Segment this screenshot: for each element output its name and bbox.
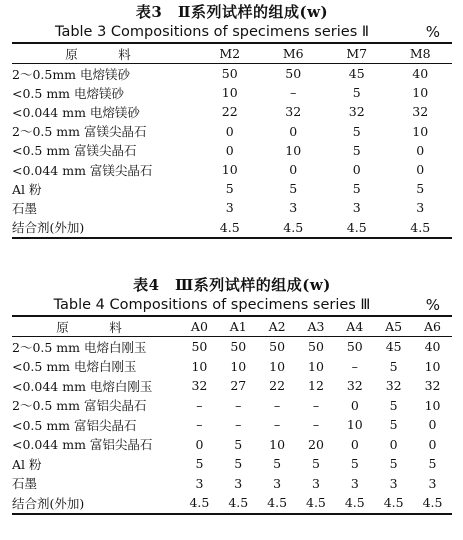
value-cell: 32	[385, 378, 402, 394]
value-cell: 3	[234, 475, 243, 491]
value-cell: 32	[191, 378, 208, 394]
value-cell: 4.5	[219, 219, 240, 235]
table-3-col-header: M7	[346, 46, 368, 61]
table-row	[12, 415, 452, 435]
value-cell: 27	[230, 378, 247, 394]
value-cell: –	[235, 397, 242, 413]
value-cell: 0	[389, 436, 398, 452]
value-cell: 4.5	[228, 495, 249, 511]
value-cell: 0	[350, 397, 359, 413]
material-name-cell: 石墨	[12, 476, 38, 492]
value-cell: 5	[389, 358, 398, 374]
table-row	[12, 454, 452, 474]
value-cell: 10	[412, 123, 429, 139]
value-cell: 22	[221, 104, 238, 120]
value-cell: 4.5	[189, 495, 210, 511]
value-cell: –	[312, 417, 320, 433]
value-cell: 5	[428, 456, 437, 472]
value-cell: 4.5	[410, 219, 431, 235]
value-cell: 4.5	[267, 495, 288, 511]
material-name-cell: <0.044 mm 富镁尖晶石	[12, 162, 153, 178]
value-cell: 0	[416, 142, 425, 158]
value-cell: 10	[285, 142, 302, 158]
table-row	[12, 435, 452, 455]
material-name-cell: <0.5 mm 富镁尖晶石	[12, 143, 137, 159]
value-cell: 50	[308, 339, 324, 355]
table-row	[12, 179, 452, 198]
value-cell: 50	[221, 66, 238, 82]
table-row	[12, 198, 452, 217]
value-cell: 4.5	[283, 219, 304, 235]
material-name-cell: 2～0.5 mm 电熔白刚玉	[12, 339, 147, 355]
value-cell: 10	[346, 417, 363, 433]
table-row	[12, 493, 452, 514]
material-name-cell: <0.5 mm 富铝尖晶石	[12, 417, 137, 433]
value-cell: 5	[289, 181, 298, 197]
table-row	[12, 376, 452, 396]
value-cell: –	[351, 358, 358, 374]
value-cell: 0	[428, 417, 437, 433]
value-cell: 50	[346, 339, 363, 355]
value-cell: 5	[234, 456, 243, 472]
value-cell: 10	[412, 85, 429, 101]
table-3-col-header: M8	[409, 46, 431, 61]
value-cell: 10	[191, 358, 208, 374]
value-cell: 45	[385, 339, 402, 355]
value-cell: 3	[428, 475, 437, 491]
value-cell: 0	[350, 436, 359, 452]
value-cell: 10	[308, 358, 324, 374]
table-row	[12, 337, 452, 357]
value-cell: –	[235, 417, 242, 433]
table-3	[12, 42, 452, 239]
table-4	[12, 315, 452, 515]
table-row	[12, 102, 452, 121]
value-cell: 3	[195, 475, 204, 491]
table-4-unit: %	[425, 296, 440, 314]
table-4-body	[12, 337, 452, 514]
table-4-col-header: A5	[385, 319, 403, 334]
material-name-cell: 石墨	[12, 200, 38, 216]
value-cell: 0	[428, 436, 437, 452]
value-cell: 5	[416, 181, 425, 197]
value-cell: 0	[225, 123, 234, 139]
value-cell: 20	[308, 436, 324, 452]
value-cell: 10	[221, 85, 238, 101]
value-cell: 0	[416, 162, 425, 178]
material-name-cell: <0.5 mm 电熔镁砂	[12, 85, 125, 101]
value-cell: 3	[289, 200, 298, 216]
value-cell: 0	[352, 162, 361, 178]
value-cell: 3	[389, 475, 398, 491]
table-row	[12, 160, 452, 179]
value-cell: –	[273, 397, 281, 413]
value-cell: 5	[352, 142, 361, 158]
table-3-header-name: 原 料	[65, 46, 145, 62]
table-4-col-header: A3	[307, 319, 325, 334]
value-cell: 32	[412, 104, 429, 120]
value-cell: 4.5	[306, 495, 326, 511]
value-cell: 10	[424, 397, 441, 413]
value-cell: 5	[389, 456, 398, 472]
material-name-cell: <0.044 mm 电熔白刚玉	[12, 378, 153, 394]
table-4-col-header: A4	[346, 319, 364, 334]
value-cell: 5	[311, 456, 320, 472]
value-cell: 40	[424, 339, 441, 355]
table-row	[12, 357, 452, 377]
value-cell: 5	[352, 123, 361, 139]
material-name-cell: 2～0.5mm 电熔镁砂	[12, 66, 131, 82]
table-3-title-en	[12, 22, 452, 42]
material-name-cell: <0.044 mm 富铝尖晶石	[12, 437, 153, 453]
value-cell: 22	[269, 378, 286, 394]
value-cell: 5	[225, 181, 234, 197]
value-cell: 5	[389, 397, 398, 413]
table-row	[12, 396, 452, 416]
table-3-col-header: M6	[282, 46, 304, 61]
table-4-col-header: A1	[229, 319, 247, 334]
value-cell: 0	[289, 162, 298, 178]
table-3-col-header: M2	[219, 46, 241, 61]
value-cell: –	[312, 397, 320, 413]
value-cell: 32	[424, 378, 441, 394]
table-4-header-row	[12, 316, 452, 337]
table-3-header-row	[12, 43, 452, 64]
table-4-header-name: 原 料	[56, 319, 136, 335]
value-cell: 3	[352, 200, 361, 216]
value-cell: 32	[285, 104, 302, 120]
value-cell: 40	[412, 66, 429, 82]
value-cell: 5	[273, 456, 282, 472]
table-row	[12, 474, 452, 494]
value-cell: 0	[225, 142, 234, 158]
value-cell: 50	[191, 339, 208, 355]
value-cell: 5	[195, 456, 204, 472]
value-cell: 12	[308, 378, 324, 394]
value-cell: 3	[350, 475, 359, 491]
material-name-cell: Al 粉	[12, 456, 42, 472]
value-cell: 5	[389, 417, 398, 433]
table-4-block	[12, 275, 452, 515]
value-cell: 10	[221, 162, 238, 178]
material-name-cell: <0.044 mm 电熔镁砂	[12, 104, 140, 120]
value-cell: –	[196, 397, 203, 413]
material-name-cell: <0.5 mm 电熔白刚玉	[12, 359, 137, 375]
value-cell: 3	[225, 200, 234, 216]
material-name-cell: 2～0.5 mm 富铝尖晶石	[12, 398, 147, 414]
table-4-title-en-text: Table 4 Compositions of specimens series Ⅲ	[53, 297, 371, 313]
value-cell: 10	[230, 358, 247, 374]
table-4-title-en	[12, 295, 452, 315]
table-row	[12, 122, 452, 141]
value-cell: 4.5	[422, 495, 443, 511]
value-cell: 0	[289, 123, 298, 139]
value-cell: –	[290, 85, 297, 101]
value-cell: 32	[346, 378, 363, 394]
table-3-unit: %	[425, 23, 440, 41]
value-cell: 32	[348, 104, 365, 120]
table-3-title-cn: 表3 Ⅱ系列试样的组成(w)	[135, 3, 329, 21]
table-4-title-cn: 表4 Ⅲ系列试样的组成(w)	[133, 276, 331, 294]
table-3-body	[12, 64, 452, 238]
material-name-cell: Al 粉	[12, 181, 42, 197]
value-cell: 5	[234, 436, 243, 452]
value-cell: 5	[352, 85, 361, 101]
value-cell: 4.5	[346, 219, 367, 235]
value-cell: 5	[352, 181, 361, 197]
value-cell: 3	[273, 475, 282, 491]
material-name-cell: 结合剂(外加)	[12, 495, 85, 511]
value-cell: 4.5	[344, 495, 365, 511]
table-3-block	[12, 2, 452, 239]
value-cell: 10	[269, 436, 286, 452]
table-4-col-header: A0	[190, 319, 208, 334]
value-cell: 3	[416, 200, 425, 216]
table-4-col-header: A2	[268, 319, 286, 334]
value-cell: 50	[285, 66, 302, 82]
value-cell: 0	[195, 436, 204, 452]
value-cell: 10	[269, 358, 286, 374]
table-3-title-en-text: Table 3 Compositions of specimens series Ⅱ	[54, 24, 369, 40]
table-row	[12, 83, 452, 102]
value-cell: 5	[350, 456, 359, 472]
value-cell: 50	[269, 339, 286, 355]
table-4-col-header: A6	[424, 319, 442, 334]
table-row	[12, 64, 452, 84]
value-cell: –	[196, 417, 203, 433]
value-cell: –	[273, 417, 281, 433]
table-row	[12, 218, 452, 238]
value-cell: 10	[424, 358, 441, 374]
table-row	[12, 141, 452, 160]
value-cell: 45	[348, 66, 365, 82]
value-cell: 50	[230, 339, 247, 355]
value-cell: 3	[311, 475, 320, 491]
material-name-cell: 结合剂(外加)	[12, 220, 85, 236]
material-name-cell: 2～0.5 mm 富镁尖晶石	[12, 124, 147, 140]
value-cell: 4.5	[383, 495, 404, 511]
